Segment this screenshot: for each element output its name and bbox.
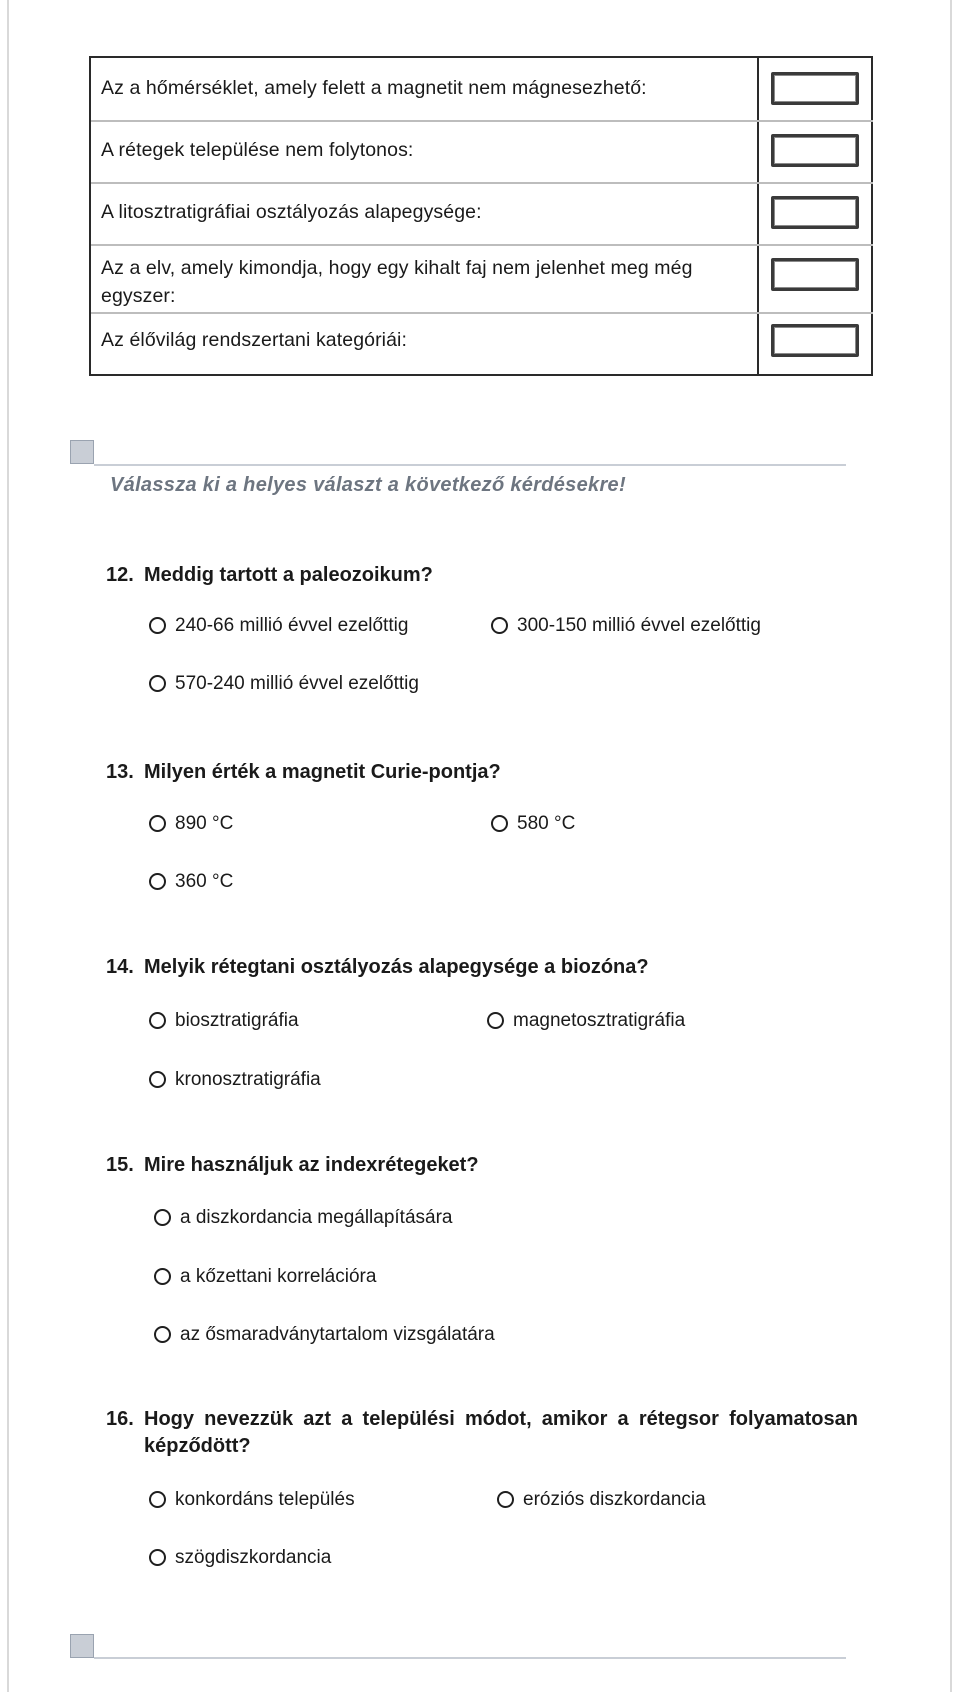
matching-row [91, 182, 873, 246]
option-label: 580 °C [517, 813, 576, 834]
section-rule [94, 1657, 846, 1659]
radio-button[interactable] [149, 815, 166, 832]
radio-button[interactable] [149, 873, 166, 890]
matching-row [91, 58, 873, 122]
radio-button[interactable] [154, 1268, 171, 1285]
option-label: szögdiszkordancia [175, 1547, 332, 1568]
matching-row [91, 244, 873, 314]
question-text: Meddig tartott a paleozoikum? [144, 564, 433, 586]
section-marker [70, 440, 94, 464]
matching-row-text: A litosztratigráfiai osztályozás alapegysége: [101, 201, 482, 223]
matching-row [91, 120, 873, 184]
answer-box[interactable] [771, 196, 859, 229]
radio-button[interactable] [487, 1012, 504, 1029]
question-number: 16. [106, 1408, 134, 1430]
option-label: 360 °C [175, 871, 234, 892]
option-label: 890 °C [175, 813, 234, 834]
question-text: Mire használjuk az indexrétegeket? [144, 1154, 479, 1176]
matching-row-text: Az a hőmérséklet, amely felett a magnetit nem mágnesezhető: [101, 77, 647, 99]
matching-row [91, 312, 873, 374]
answer-box[interactable] [771, 258, 859, 291]
radio-button[interactable] [149, 675, 166, 692]
question-number: 14. [106, 956, 134, 978]
option-label: eróziós diszkordancia [523, 1489, 706, 1510]
section-marker [70, 1634, 94, 1658]
radio-button[interactable] [149, 1071, 166, 1088]
matching-row-text: Az a elv, amely kimondja, hogy egy kihalt faj nem jelenhet meg még egyszer: [101, 257, 693, 307]
question-text: Melyik rétegtani osztályozás alapegysége a biozóna? [144, 956, 649, 978]
radio-button[interactable] [149, 617, 166, 634]
option-label: 300-150 millió évvel ezelőttig [517, 615, 761, 636]
option-label: 240-66 millió évvel ezelőttig [175, 615, 409, 636]
question-text: Milyen érték a magnetit Curie-pontja? [144, 761, 501, 783]
matching-row-text: Az élővilág rendszertani kategóriái: [101, 329, 408, 351]
option-label: kronosztratigráfia [175, 1069, 321, 1090]
answer-box[interactable] [771, 134, 859, 167]
option-label: konkordáns település [175, 1489, 355, 1510]
radio-button[interactable] [491, 815, 508, 832]
question-number: 13. [106, 761, 134, 783]
radio-button[interactable] [149, 1012, 166, 1029]
option-label: biosztratigráfia [175, 1010, 299, 1031]
radio-button[interactable] [491, 617, 508, 634]
instruction-text: Válassza ki a helyes választ a következő kérdésekre! [110, 474, 626, 496]
option-label: 570-240 millió évvel ezelőttig [175, 673, 419, 694]
radio-button[interactable] [497, 1491, 514, 1508]
radio-button[interactable] [154, 1326, 171, 1343]
radio-button[interactable] [149, 1491, 166, 1508]
option-label: a kőzettani korrelációra [180, 1266, 377, 1287]
answer-box[interactable] [771, 72, 859, 105]
page-border-left [7, 0, 9, 1692]
option-label: az ősmaradványtartalom vizsgálatára [180, 1324, 495, 1345]
radio-button[interactable] [149, 1549, 166, 1566]
question-number: 15. [106, 1154, 134, 1176]
matching-table [89, 56, 873, 376]
question-text: Hogy nevezzük azt a települési módot, amikor a rétegsor folyamatosan képződött? [144, 1408, 858, 1457]
option-label: magnetosztratigráfia [513, 1010, 686, 1031]
answer-box[interactable] [771, 324, 859, 357]
section-rule [94, 464, 846, 466]
question-number: 12. [106, 564, 134, 586]
radio-button[interactable] [154, 1209, 171, 1226]
page-border-right [950, 0, 952, 1692]
option-label: a diszkordancia megállapítására [180, 1207, 453, 1228]
matching-row-text: A rétegek települése nem folytonos: [101, 139, 414, 161]
